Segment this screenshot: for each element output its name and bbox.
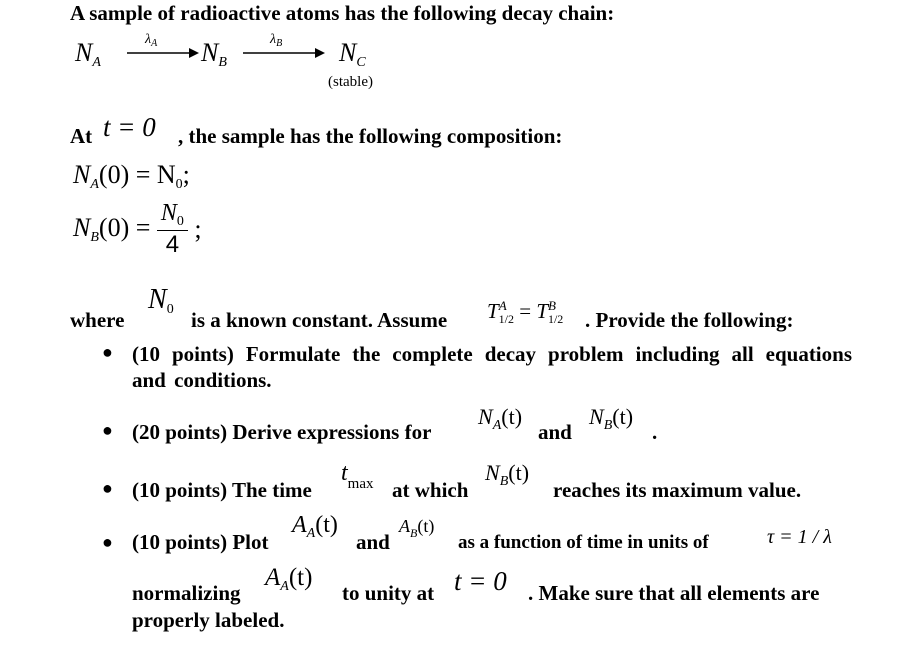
lambda-a: $\lambda_A$ [145,32,158,49]
equation-na: $N_A(0) = N_0$; [73,160,190,192]
decay-chain [75,32,395,98]
t-zero: t = 0 [103,112,156,142]
stable-label: (stable) [328,74,373,90]
arrow-a-icon [127,46,199,60]
item-4-continued: normalizing $A_A(t)$ to unity at t = 0 . Make sure that all elements are [132,564,820,605]
tau-def: τ = 1 / λ [767,526,832,548]
intro-text: A sample of radioactive atoms has the following decay chain: [70,1,615,25]
item-4-end: properly labeled. [132,608,285,632]
arrow-b-icon [243,46,325,60]
t-max: $t_{max}$ [341,460,374,492]
n-a: $N_A$ [75,38,101,70]
n-c: $N_C$ [339,38,366,70]
bullet-icon: ● [102,342,113,362]
where-line: where $N_0$ is a known constant. Assume $T^A_{1/2} = T^B_{1/2}$ . Provide the following: [70,284,794,332]
ab-t: $A_B(t)$ [399,516,435,540]
aa-t: $A_A(t)$ [292,512,338,541]
equation-nb: $N_B(0)$ = $\frac{N_0}{4}$ ; [73,200,202,258]
n0-symbol: $N_0$ [148,284,174,317]
lambda-b: $\lambda_B$ [270,32,283,49]
nb-t: $N_B(t)$ [485,460,530,489]
bullet-icon: ● [102,532,113,552]
n-b: $N_B$ [201,38,227,70]
bullet-icon: ● [102,420,113,440]
na-t: $N_A(t)$ [478,404,523,433]
aa-t: $A_A(t)$ [265,564,313,594]
half-life-equality: $T^A_{1/2} = T^B_{1/2}$ [487,298,564,326]
item-3: (10 points) The time $t_{max}$ at which $N_B(t)$ reaches its maximum value. [132,460,802,502]
nb-t: $N_B(t)$ [589,404,634,433]
bullet-icon: ● [102,478,113,498]
t-zero: t = 0 [454,566,507,596]
item-4: (10 points) Plot $A_A(t)$ and $A_B(t)$ as a function of time in units of τ = 1 / λ [132,512,832,554]
item-2: (20 points) Derive expressions for $N_A(t)$ and $N_B(t)$ . [132,404,658,444]
item-1: (10 points) Formulate the complete decay problem including all equations and conditions. [132,342,852,392]
